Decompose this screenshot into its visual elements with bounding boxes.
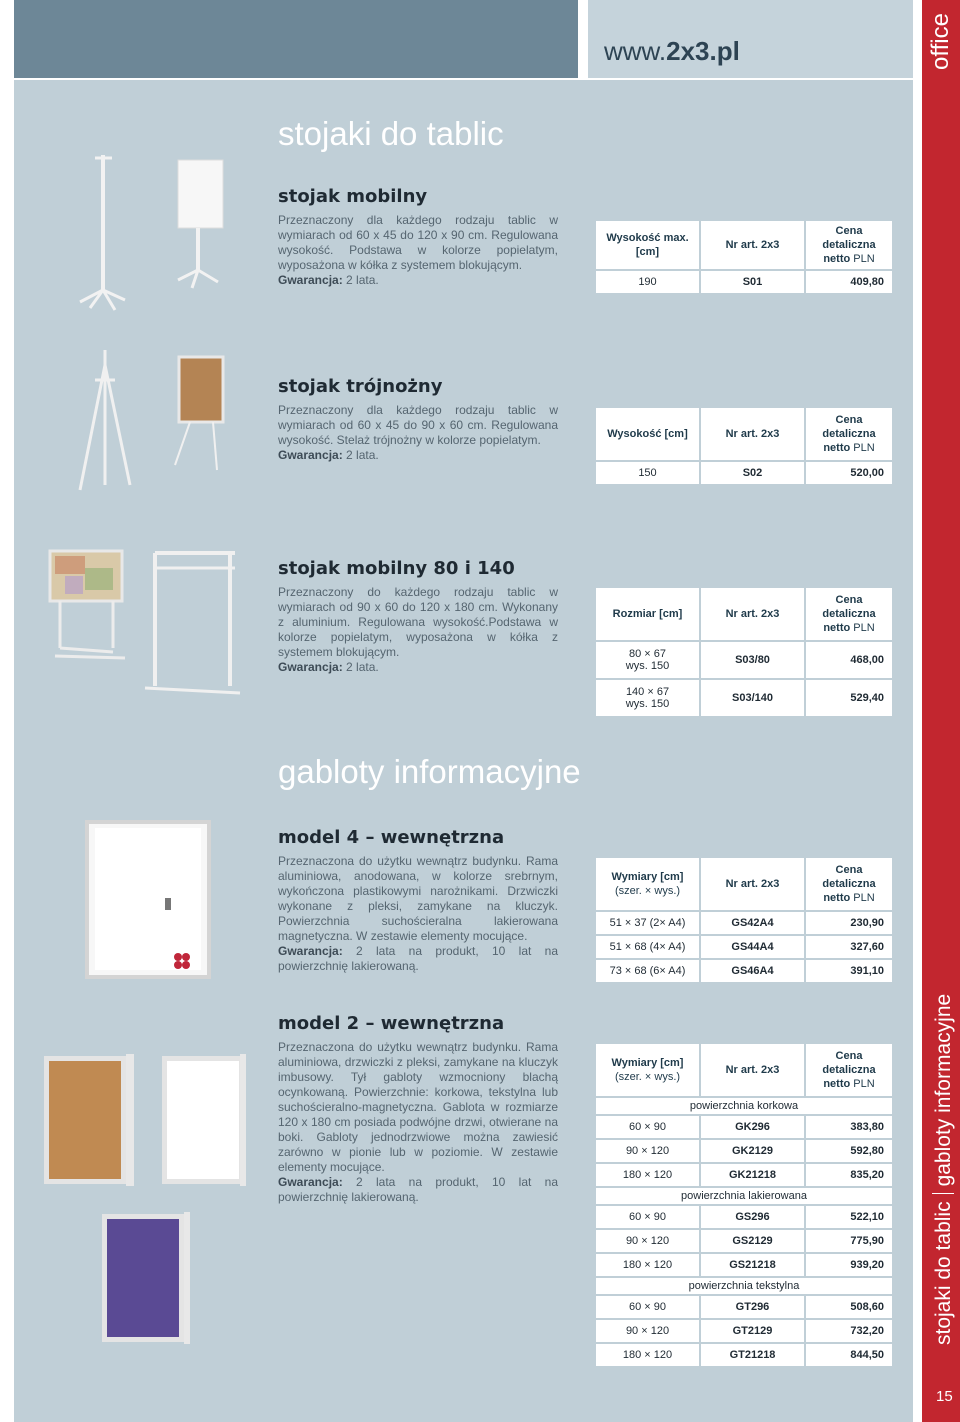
cell-dimensions: 180 × 120 — [596, 1164, 699, 1186]
header-price-label: Cena detaliczna — [822, 1050, 876, 1076]
cell-article: GS46A4 — [701, 960, 804, 982]
page-number: 15 — [936, 1388, 953, 1405]
cell-article: S02 — [701, 462, 804, 484]
side-label-separator — [932, 1193, 954, 1194]
cell-article: S03/80 — [701, 642, 804, 678]
cell-article: GK296 — [701, 1116, 804, 1138]
product-title: stojak mobilny 80 i 140 — [278, 558, 515, 579]
price-table — [594, 406, 894, 486]
cell-dimensions: 73 × 68 (6× A4) — [596, 960, 699, 982]
cabinet-model-4-image — [85, 820, 215, 980]
cell-price: 775,90 — [806, 1230, 892, 1252]
cell-dimensions: 60 × 90 — [596, 1206, 699, 1228]
office-tab — [922, 0, 960, 80]
header-price-label: Cena detaliczna — [822, 414, 876, 440]
header-price-netto: netto — [823, 1078, 851, 1090]
cell-article: GS44A4 — [701, 936, 804, 958]
table-row — [596, 936, 892, 958]
cell-height: 150 — [596, 462, 699, 484]
cell-price: 522,10 — [806, 1206, 892, 1228]
table-row — [596, 1230, 892, 1252]
table-row — [596, 1254, 892, 1276]
product-description — [278, 854, 558, 974]
cell-dimensions: 90 × 120 — [596, 1140, 699, 1162]
cell-price: 529,40 — [806, 680, 892, 716]
site-url-domain: 2x3.pl — [666, 36, 740, 66]
cell-price: 230,90 — [806, 912, 892, 934]
cell-size-height: wys. 150 — [625, 698, 670, 710]
header-article: Nr art. 2x3 — [701, 1044, 804, 1096]
warranty-text: 2 lata. — [342, 448, 379, 462]
cell-dimensions: 90 × 120 — [596, 1320, 699, 1342]
table-row — [596, 680, 892, 716]
header-price-label: Cena detaliczna — [822, 594, 876, 620]
header-article: Nr art. 2x3 — [701, 588, 804, 640]
header-price-currency: PLN — [853, 892, 875, 904]
header-price — [806, 858, 892, 910]
price-table — [594, 219, 894, 295]
header-price — [806, 408, 892, 460]
cell-price: 844,50 — [806, 1344, 892, 1366]
description-text: Przeznaczona do użytku wewnątrz budynku. Rama aluminiowa, anodowana, w kolorze srebrnym, wykończona plastikowymi narożnikami. Drzwiczki wykonane z pleksi, zamykane na kluczyk. Powierzchnia suchościeralna lakierowana magnetyczna. W zestawie elementy mocujące. — [278, 854, 558, 943]
cell-article: S01 — [701, 271, 804, 293]
table-row — [596, 960, 892, 982]
cell-dimensions: 51 × 68 (4× A4) — [596, 936, 699, 958]
table-row — [596, 1116, 892, 1138]
header-dimensions-unit: (szer. × wys.) — [614, 885, 681, 897]
cell-article: GT2129 — [701, 1320, 804, 1342]
office-tab-label: office — [927, 13, 954, 70]
product-description — [278, 213, 558, 288]
description-text: Przeznaczona do użytku wewnątrz budynku. Rama aluminiowa, drzwiczki z pleksi, zamykane na kluczyk imbusowy. Tył gabloty wzmocniony blachą ocynkowaną. Powierzchnie: korkowa, tekstylna lub suchościeralno-magnetyczna. Gablota w rozmiarze 120 x 180 cm posiada podwójne drzwi, otwierane na boki. Gabloty jednodrzwiowe można zawiesić zarówno w pionie lub w poziomie. W zestawie elementy mocujące. — [278, 1040, 558, 1174]
warranty-text: 2 lata na produkt, 10 lat na powierzchnię lakierowaną. — [278, 944, 558, 973]
warranty-label: Gwarancja: — [278, 1175, 343, 1189]
cell-size — [596, 642, 699, 678]
cell-article: GT21218 — [701, 1344, 804, 1366]
surface-group-label: powierzchnia lakierowana — [596, 1188, 892, 1204]
warranty-label: Gwarancja: — [278, 660, 343, 674]
section-title-stands: stojaki do tablic — [278, 115, 504, 152]
table-row — [596, 1320, 892, 1342]
cell-price: 732,20 — [806, 1320, 892, 1342]
cell-price: 835,20 — [806, 1164, 892, 1186]
table-row — [596, 912, 892, 934]
cell-article: GK2129 — [701, 1140, 804, 1162]
section-title-cabinets: gabloty informacyjne — [278, 753, 581, 790]
header-price-currency: PLN — [853, 622, 875, 634]
tripod-stand-image — [75, 345, 235, 500]
header-dimensions — [596, 1044, 699, 1096]
surface-group-label: powierzchnia korkowa — [596, 1098, 892, 1114]
cell-dimensions: 90 × 120 — [596, 1230, 699, 1252]
price-table — [594, 1042, 894, 1368]
header-dimensions-unit: (szer. × wys.) — [614, 1071, 681, 1083]
cabinet-model-2-image — [40, 1050, 250, 1350]
cell-price: 592,80 — [806, 1140, 892, 1162]
header-article: Nr art. 2x3 — [701, 408, 804, 460]
cell-price: 939,20 — [806, 1254, 892, 1276]
cell-price: 468,00 — [806, 642, 892, 678]
price-table — [594, 856, 894, 984]
mobile-stand-80-140-image — [45, 548, 245, 700]
header-price — [806, 1044, 892, 1096]
cell-article: GS2129 — [701, 1230, 804, 1252]
product-description — [278, 1040, 558, 1205]
table-row — [596, 1140, 892, 1162]
table-row — [596, 462, 892, 484]
table-row — [596, 1296, 892, 1318]
site-url[interactable] — [604, 36, 740, 67]
cell-size-dims: 140 × 67 — [625, 686, 670, 698]
header-price-currency: PLN — [853, 442, 875, 454]
table-row — [596, 1206, 892, 1228]
cell-price: 508,60 — [806, 1296, 892, 1318]
warranty-text: 2 lata. — [342, 660, 379, 674]
table-row — [596, 1164, 892, 1186]
warranty-label: Gwarancja: — [278, 273, 343, 287]
warranty-label: Gwarancja: — [278, 448, 343, 462]
cell-size — [596, 680, 699, 716]
header-price-netto: netto — [823, 622, 851, 634]
cell-price: 327,60 — [806, 936, 892, 958]
product-description — [278, 585, 558, 675]
table-row — [596, 1344, 892, 1366]
table-row — [596, 642, 892, 678]
product-title: model 4 – wewnętrzna — [278, 827, 505, 848]
surface-group-label: powierzchnia tekstylna — [596, 1278, 892, 1294]
header-height: Wysokość [cm] — [596, 408, 699, 460]
cell-price: 520,00 — [806, 462, 892, 484]
cell-price: 391,10 — [806, 960, 892, 982]
header-dimensions-label: Wymiary [cm] — [611, 1057, 684, 1069]
cell-size-dims: 80 × 67 — [628, 648, 666, 660]
header-price-label: Cena detaliczna — [822, 864, 876, 890]
cell-dimensions: 51 × 37 (2× A4) — [596, 912, 699, 934]
cell-article: GK21218 — [701, 1164, 804, 1186]
product-title: stojak trójnożny — [278, 376, 443, 397]
description-text: Przeznaczony do każdego rodzaju tablic w wymiarach od 90 x 60 do 120 x 180 cm. Wykonany z aluminium. Regulowana wysokość.Podstawa w kolorze popielatym, wyposażona w kółka z systemem blokującym. — [278, 585, 558, 659]
site-url-prefix: www. — [604, 36, 667, 66]
table-row — [596, 271, 892, 293]
cell-article: GS21218 — [701, 1254, 804, 1276]
mobile-stand-image — [70, 150, 230, 315]
cell-dimensions: 180 × 120 — [596, 1344, 699, 1366]
side-section-label — [932, 994, 956, 1345]
side-label-cabinets: gabloty informacyjne — [932, 993, 955, 1187]
header-price — [806, 221, 892, 269]
header-price-netto: netto — [823, 253, 851, 265]
warranty-text: 2 lata. — [342, 273, 379, 287]
header-height: Wysokość max. [cm] — [596, 221, 699, 269]
cell-size-height: wys. 150 — [625, 660, 670, 672]
cell-dimensions: 180 × 120 — [596, 1254, 699, 1276]
header-price — [806, 588, 892, 640]
warranty-text: 2 lata na produkt, 10 lat na powierzchnię lakierowaną. — [278, 1175, 558, 1204]
header-price-label: Cena detaliczna — [822, 225, 876, 251]
header-price-currency: PLN — [853, 253, 875, 265]
cell-price: 409,80 — [806, 271, 892, 293]
cell-article: GT296 — [701, 1296, 804, 1318]
cell-price: 383,80 — [806, 1116, 892, 1138]
product-title: stojak mobilny — [278, 186, 428, 207]
product-title: model 2 – wewnętrzna — [278, 1013, 505, 1034]
cell-article: GS42A4 — [701, 912, 804, 934]
cell-height: 190 — [596, 271, 699, 293]
header-dimensions — [596, 858, 699, 910]
cell-dimensions: 60 × 90 — [596, 1116, 699, 1138]
description-text: Przeznaczony dla każdego rodzaju tablic w wymiarach od 60 x 45 do 120 x 90 cm. Regulowana wysokość. Podstawa w kolorze popielatym, wyposażona w kółka z systemem blokującym. — [278, 213, 558, 272]
warranty-label: Gwarancja: — [278, 944, 343, 958]
header-price-netto: netto — [823, 892, 851, 904]
header-price-currency: PLN — [853, 1078, 875, 1090]
cell-article: GS296 — [701, 1206, 804, 1228]
header-article: Nr art. 2x3 — [701, 858, 804, 910]
header-price-netto: netto — [823, 442, 851, 454]
header-bar — [14, 0, 578, 78]
product-description — [278, 403, 558, 463]
price-table — [594, 586, 894, 718]
cell-dimensions: 60 × 90 — [596, 1296, 699, 1318]
side-label-stands: stojaki do tablic — [932, 1201, 955, 1345]
cell-article: S03/140 — [701, 680, 804, 716]
header-dimensions-label: Wymiary [cm] — [611, 871, 684, 883]
header-article: Nr art. 2x3 — [701, 221, 804, 269]
description-text: Przeznaczony dla każdego rodzaju tablic w wymiarach od 60 x 45 do 90 x 60 cm. Regulowana wysokość. Stelaż trójnożny w kolorze popielatym. — [278, 403, 558, 447]
header-size: Rozmiar [cm] — [596, 588, 699, 640]
